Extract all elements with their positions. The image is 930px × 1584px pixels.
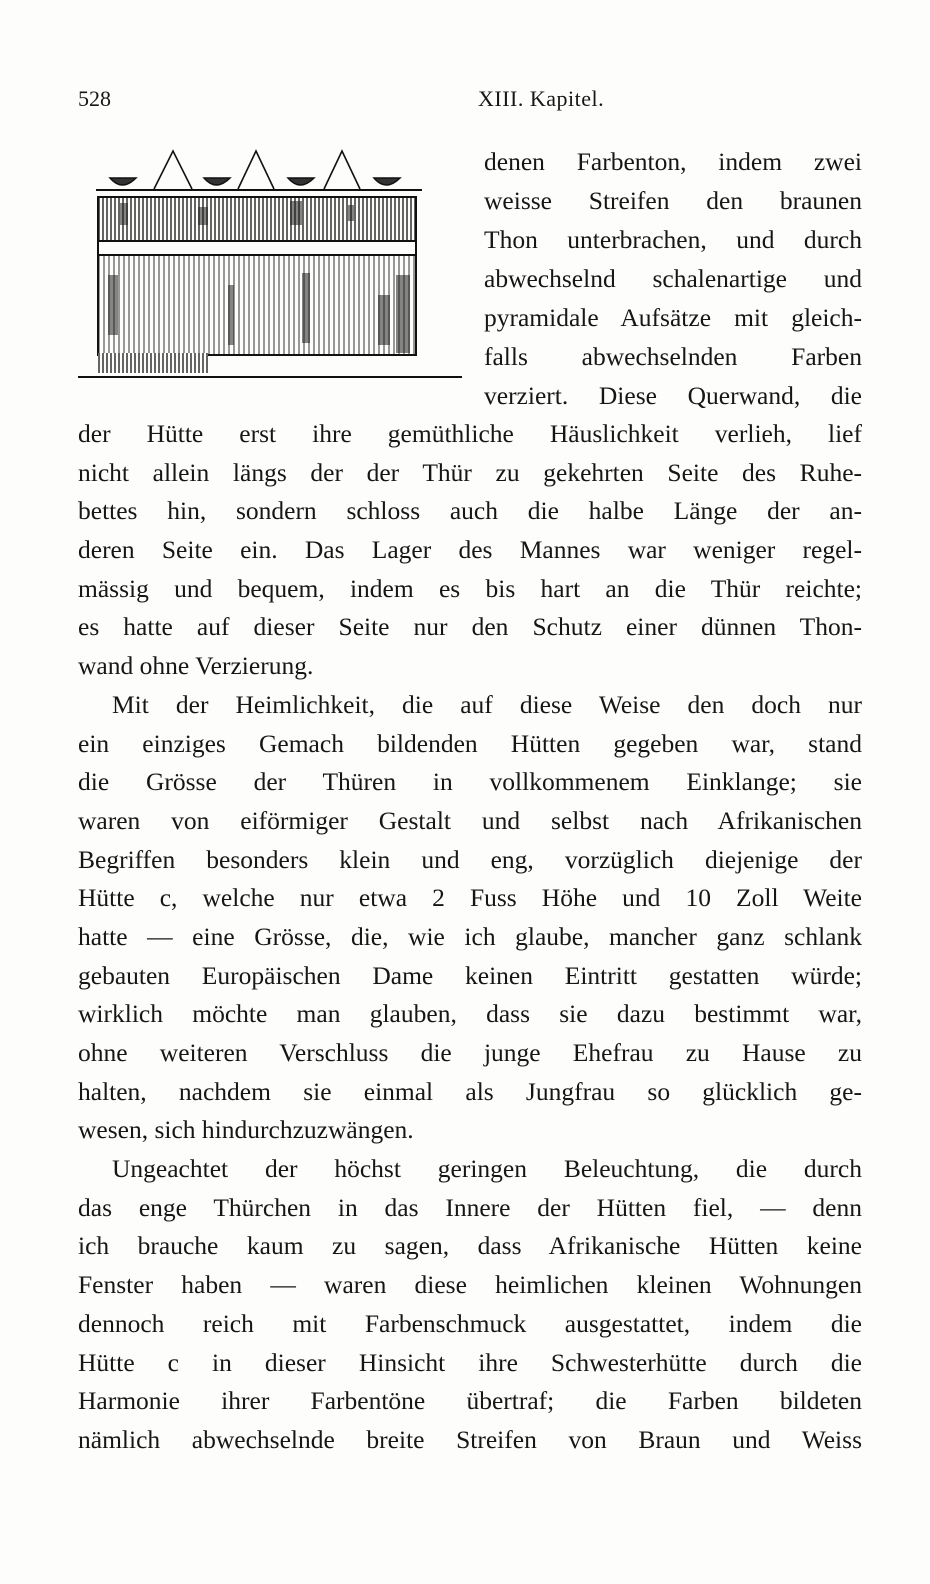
- text-line: denen Farbenton, indem zwei: [484, 147, 862, 176]
- illustration-svg: [78, 145, 462, 395]
- hut-wall-illustration: [78, 145, 462, 395]
- text-line: ich brauche kaum zu sagen, dass Afrikanische Hütten keine: [78, 1231, 862, 1261]
- text-line: weisse Streifen den braunen: [484, 186, 862, 215]
- text-line: die Grösse der Thüren in vollkommenem Einklange; sie: [78, 767, 862, 797]
- text-line: bettes hin, sondern schloss auch die halbe Länge der an-: [78, 496, 862, 526]
- text-line: nicht allein längs der der Thür zu gekehrten Seite des Ruhe-: [78, 457, 862, 487]
- text-line: wesen, sich hindurchzuzwängen.: [78, 1115, 414, 1145]
- text-line: Harmonie ihrer Farbentöne übertraf; die Farben bildeten: [78, 1386, 862, 1416]
- text-line: Begriffen besonders klein und eng, vorzüglich diejenige der: [78, 844, 862, 874]
- text-line: Fenster haben — waren diese heimlichen kleinen Wohnungen: [78, 1270, 862, 1300]
- text-line: Hütte c, welche nur etwa 2 Fuss Höhe und 10 Zoll Weite: [78, 883, 862, 913]
- text-line: Ungeachtet der höchst geringen Beleuchtung, die durch: [112, 1154, 862, 1184]
- text-line: ein einziges Gemach bildenden Hütten gegeben war, stand: [78, 728, 862, 758]
- text-line: Mit der Heimlichkeit, die auf diese Weise den doch nur: [112, 689, 862, 719]
- text-line: pyramidale Aufsätze mit gleich-: [484, 303, 862, 332]
- pyramid-ornament-icon: [154, 151, 360, 189]
- text-line: wirklich möchte man glauben, dass sie dazu bestimmt war,: [78, 999, 862, 1029]
- body-text: [78, 415, 862, 1460]
- text-line: abwechselnd schalenartige und: [484, 264, 862, 293]
- text-line: mässig und bequem, indem es bis hart an die Thür reichte;: [78, 573, 862, 603]
- page-header: [78, 86, 878, 120]
- right-column-text: [484, 142, 862, 415]
- text-line: Hütte c in dieser Hinsicht ihre Schwesterhütte durch die: [78, 1347, 862, 1377]
- text-line: deren Seite ein. Das Lager des Mannes war weniger regel-: [78, 535, 862, 565]
- text-line: der Hütte erst ihre gemüthliche Häuslichkeit verlieh, lief: [78, 419, 862, 448]
- running-head: XIII. Kapitel.: [478, 86, 605, 111]
- text-line: halten, nachdem sie einmal als Jungfrau so glücklich ge-: [78, 1076, 862, 1106]
- text-line: es hatte auf dieser Seite nur den Schutz einer dünnen Thon-: [78, 612, 862, 642]
- page-number: 528: [78, 86, 111, 111]
- text-line: das enge Thürchen in das Innere der Hütten fiel, — denn: [78, 1192, 862, 1222]
- text-line: nämlich abwechselnde breite Streifen von Braun und Weiss: [78, 1424, 862, 1454]
- text-line: wand ohne Verzierung.: [78, 651, 314, 681]
- text-line: hatte — eine Grösse, die, wie ich glaube, mancher ganz schlank: [78, 921, 862, 951]
- text-line: dennoch reich mit Farbenschmuck ausgestattet, indem die: [78, 1308, 862, 1338]
- text-line: falls abwechselnden Farben: [484, 342, 862, 371]
- text-line: gebauten Europäischen Dame keinen Eintritt gestatten würde;: [78, 960, 862, 990]
- text-line: waren von eiförmiger Gestalt und selbst nach Afrikanischen: [78, 805, 862, 835]
- text-line: ohne weiteren Verschluss die junge Ehefrau zu Hause zu: [78, 1038, 862, 1067]
- text-line: Thon unterbrachen, und durch: [484, 225, 862, 254]
- text-line: verziert. Diese Querwand, die: [484, 381, 862, 410]
